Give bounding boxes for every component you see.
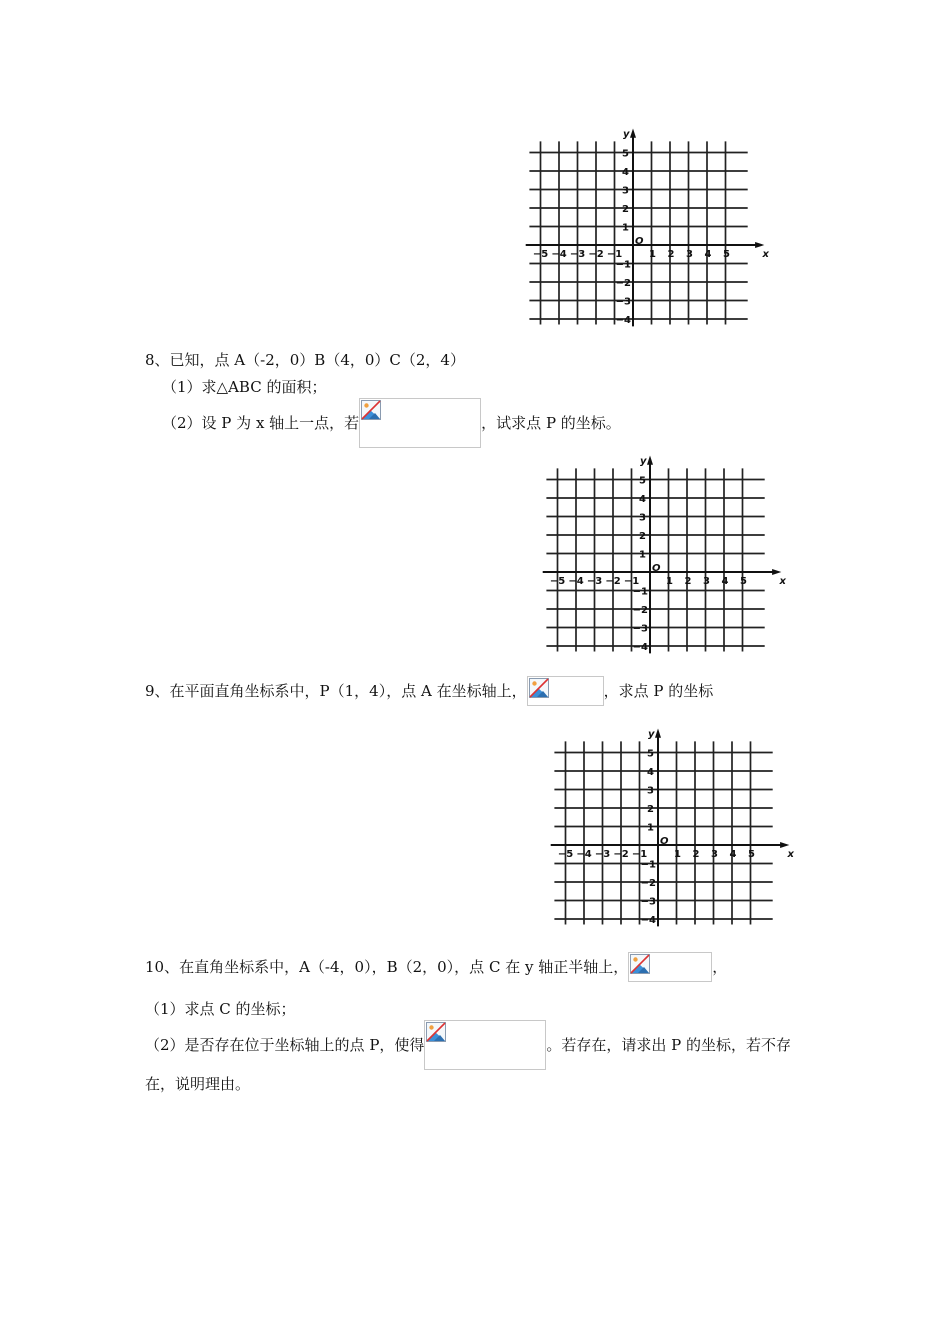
y-axis-arrow: [647, 455, 653, 464]
origin-label: O: [660, 836, 669, 847]
x-axis-arrow: [780, 842, 789, 848]
y-axis-label: y: [648, 729, 655, 740]
x-axis-label: x: [779, 576, 786, 587]
y-tick-label: 2: [647, 804, 654, 815]
x-tick-label: 2: [684, 576, 692, 587]
y-tick-label: −1: [640, 859, 656, 871]
y-tick-label: 2: [639, 531, 646, 542]
y-tick-label: 4: [639, 494, 646, 505]
x-tick-label: 4: [721, 576, 729, 587]
x-axis-label: x: [762, 249, 769, 260]
y-tick-label: 3: [622, 185, 629, 197]
y-tick-label: 4: [622, 167, 629, 178]
x-tick-label: −1: [606, 249, 623, 260]
origin-label: O: [635, 236, 644, 247]
q9-text-after: ，求点 P 的坐标: [603, 682, 714, 700]
q8-part2: [162, 398, 621, 448]
grid-1-svg: [528, 128, 769, 328]
y-axis-arrow: [630, 128, 636, 137]
x-tick-label: 2: [667, 249, 675, 260]
x-tick-label: −5: [532, 249, 549, 260]
q10-line: [145, 952, 727, 982]
q10-part1: （1）求点 C 的坐标；: [145, 1000, 296, 1018]
x-tick-label: −5: [557, 849, 574, 860]
x-tick-label: −3: [586, 576, 603, 587]
coordinate-grid-2: [545, 455, 786, 655]
x-tick-label: 5: [740, 576, 747, 587]
q10-part2-before: （2）是否存在位于坐标轴上的点 P，使得: [145, 1036, 425, 1054]
broken-image-icon: [426, 1022, 446, 1042]
x-tick-label: 3: [711, 849, 718, 860]
q8-formula-image: [359, 398, 481, 448]
broken-image-icon: [529, 678, 549, 698]
y-axis-label: y: [623, 129, 630, 140]
y-tick-label: 4: [647, 767, 654, 778]
x-tick-label: 1: [674, 849, 681, 860]
x-tick-label: −4: [551, 249, 567, 260]
q10-part2: [145, 1020, 791, 1070]
q8-part2-before: （2）设 P 为 x 轴上一点，若: [162, 414, 360, 432]
y-tick-label: 5: [622, 148, 629, 160]
y-tick-label: 1: [647, 822, 654, 834]
y-axis-arrow: [655, 728, 661, 737]
x-tick-label: 1: [649, 249, 656, 260]
q10-formula-image-2: [424, 1020, 546, 1070]
y-tick-label: −2: [615, 278, 631, 289]
y-tick-label: −4: [632, 642, 648, 653]
origin-label: O: [652, 563, 661, 574]
x-axis-arrow: [772, 569, 781, 575]
q10-part2-continued: 在，说明理由。: [145, 1075, 251, 1093]
q8-title: 8、已知，点 A（-2，0）B（4，0）C（2，4）: [145, 351, 465, 369]
y-tick-label: −2: [632, 605, 648, 616]
x-tick-label: 4: [704, 249, 712, 260]
coordinate-grid-3: [553, 728, 794, 928]
q8-part1: （1）求△ABC 的面积；: [162, 378, 327, 396]
x-tick-label: −2: [613, 849, 629, 860]
x-tick-label: −5: [549, 576, 566, 587]
x-tick-label: −2: [605, 576, 621, 587]
x-tick-label: −3: [569, 249, 586, 260]
x-tick-label: 1: [666, 576, 673, 587]
y-tick-label: −3: [632, 623, 648, 635]
grid-3-svg: [553, 728, 794, 928]
y-tick-label: −1: [632, 586, 648, 598]
x-axis-label: x: [787, 849, 794, 860]
y-tick-label: −1: [615, 259, 631, 271]
y-tick-label: −4: [640, 915, 656, 926]
x-tick-label: 5: [748, 849, 755, 860]
q8-part2-after: ，试求点 P 的坐标。: [481, 414, 621, 432]
q9-line: [145, 676, 713, 706]
x-tick-label: −3: [594, 849, 611, 860]
y-tick-label: 1: [622, 222, 629, 234]
broken-image-icon: [361, 400, 381, 420]
q10-text-before: 10、在直角坐标系中，A（-4，0），B（2，0），点 C 在 y 轴正半轴上，: [145, 958, 629, 976]
q10-text-after: ，: [712, 958, 728, 976]
x-axis-arrow: [755, 242, 764, 248]
y-tick-label: −3: [640, 896, 656, 908]
x-tick-label: −4: [568, 576, 584, 587]
y-tick-label: 5: [639, 475, 646, 487]
x-tick-label: 4: [729, 849, 737, 860]
x-tick-label: −1: [631, 849, 648, 860]
x-tick-label: −4: [576, 849, 592, 860]
y-tick-label: 5: [647, 748, 654, 760]
q10-formula-image-1: [628, 952, 712, 982]
y-tick-label: −2: [640, 878, 656, 889]
y-axis-label: y: [640, 456, 647, 467]
x-tick-label: 3: [686, 249, 693, 260]
y-tick-label: −3: [615, 296, 631, 308]
y-tick-label: 1: [639, 549, 646, 561]
q9-text-before: 9、在平面直角坐标系中，P（1，4），点 A 在坐标轴上，: [145, 682, 527, 700]
x-tick-label: 3: [703, 576, 710, 587]
y-tick-label: 3: [639, 512, 646, 524]
grid-2-svg: [545, 455, 786, 655]
y-tick-label: 3: [647, 785, 654, 797]
coordinate-grid-1: [528, 128, 769, 328]
broken-image-icon: [630, 954, 650, 974]
y-tick-label: −4: [615, 315, 631, 326]
q10-part2-after: 。若存在，请求出 P 的坐标，若不存: [546, 1036, 792, 1054]
x-tick-label: −1: [623, 576, 640, 587]
q9-formula-image: [527, 676, 604, 706]
y-tick-label: 2: [622, 204, 629, 215]
x-tick-label: −2: [588, 249, 604, 260]
x-tick-label: 2: [692, 849, 700, 860]
x-tick-label: 5: [723, 249, 730, 260]
